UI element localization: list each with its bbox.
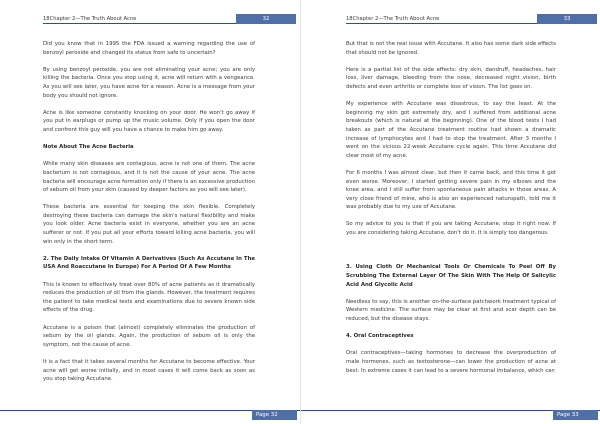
right-page-header [346,14,597,24]
left-footer-page-number: Page 32 [252,410,297,420]
paragraph: This is known to effectively treat over 80% of acne patients as it dramatically reduces the production of oil from the glands. However, the treatment requires the patient to take medical tests and examinations due to severe known side effects of the drug. [43,281,255,314]
footer-rule [301,410,553,420]
paragraph: By using benzoyl peroxide, you are not eliminating your acne; you are only killing the bacteria. Once you stop using it, acne will return with a vengeance. As you will see later, you have acne for a reason. Acne is a message from your body you should not ignore. [43,66,255,99]
right-footer-page-number: Page 33 [553,410,598,420]
paragraph: My experience with Accutane was disastrous, to say the least. At the beginning my skin got extremely dry, and I suffered from additional acne breakouts (which is natural at the beginning). One of the blood tests I had taken as part of the Accutane treatment routine had shown a dramatic increase of lymphocytes and I had to stop the treatment. After 3 months I went on the vicious 22-week Accutane cycle again. This time Accutane did clear most of my acne. [346,101,556,159]
section-heading: 2. The Daily Intake Of Vitamin A Derivatives (Such As Accutane In The USA And Roaccutane In Europe) For A Period Of A Few Months [43,255,255,271]
right-header-page-number: 33 [537,14,597,24]
left-page-body [43,40,255,392]
paragraph: Oral contraceptives—taking hormones to decrease the overproduction of male hormones, such as testosterone—can lower the production of acne at best. In extreme cases it can lead to a severe hormonal imbalance, which can [346,350,556,374]
right-page-footer [301,410,600,420]
right-page-body [346,40,556,384]
section-heading: 3. Using Cloth Or Mechanical Tools Or Chemicals To Peel Off By Scrubbing The External Layer Of The Skin With The Help Of Salicylic Acid And Glycolic Acid [346,264,556,288]
paragraph: So my advice to you is that if you are taking Accutane, stop it right now. If you are considering taking Accutane, don't do it. It is simply too dangerous. [346,221,556,237]
right-page [300,0,600,424]
left-page-header [43,14,296,24]
spacer-paragraph [346,246,556,255]
paragraph: These bacteria are essential for keeping the skin flexible. Completely destroying these bacteria can damage the skin's natural flexibility and make you look older. Acne bacteria exist in everyone, whether you are an acne sufferer or not. If you put all your efforts toward killing acne bacteria, you will win only in the short term. [43,204,255,245]
paragraph: It is a fact that it takes several months for Accutane to become effective. Your acne will get worse initially, and in most cases it will come back as soon as you stop taking Accutane. [43,358,255,383]
left-page-footer [0,410,300,420]
section-heading: Note About The Acne Bacteria [43,144,134,151]
section-heading: 4. Oral Contraceptives [346,333,414,340]
right-header-title: 18Chapter 2—The Truth About Acne [346,14,537,24]
paragraph: For 6 months I was almost clear, but then it came back, and this time it got even worse. Moreover, I started getting severe pain in my elbows and the knee area, and I still suffer from spontaneous pain attacks in those areas. A very close friend of mine, who is also an experienced naturopath, told me it was probably due to my use of Accutane. [346,169,556,211]
paragraph: But that is not the real issue with Accutane. It also has some dark side effects that should not be ignored. [346,41,556,56]
paragraph: Accutane is a poison that (almost) completely eliminates the production of sebum by the oil glands. Again, the production of sebum oil is only the symptom, not the cause of acne. [43,324,255,348]
left-header-title: 18Chapter 2—The Truth About Acne [43,14,236,24]
paragraph: Here is a partial list of the side effects: dry skin, dandruff, headaches, hair loss, liver damage, bleeding from the nose, decreased night vision, birth defects and even arthritis or complete loss of vision. The list goes on. [346,66,556,90]
paragraph: Did you know that in 1995 the FDA issued a warning regarding the use of benzoyl peroxide and changed its status from safe to uncertain? [43,41,255,56]
left-header-page-number: 32 [236,14,296,24]
paragraph: Needless to say, this is another on-the-surface patchwork treatment typical of Western medicine. The surface may be clear at first and scar depth can be reduced, but the disease stays. [346,298,556,322]
footer-rule [0,410,252,420]
paragraph: While many skin diseases are contagious, acne is not one of them. The acne bacterium is not contagious, and it is not the cause of your acne. The acne bacteria will encourage acne formation only if there is an excessive production of sebum oil from your skin (caused by deeper factors as you will see later). [43,161,255,194]
paragraph: Acne is like someone constantly knocking on your door. He won't go away if you put in earplugs or pump up the music volume. Only if you open the door and confront this guy will you have a chance to make him go away. [43,109,255,133]
